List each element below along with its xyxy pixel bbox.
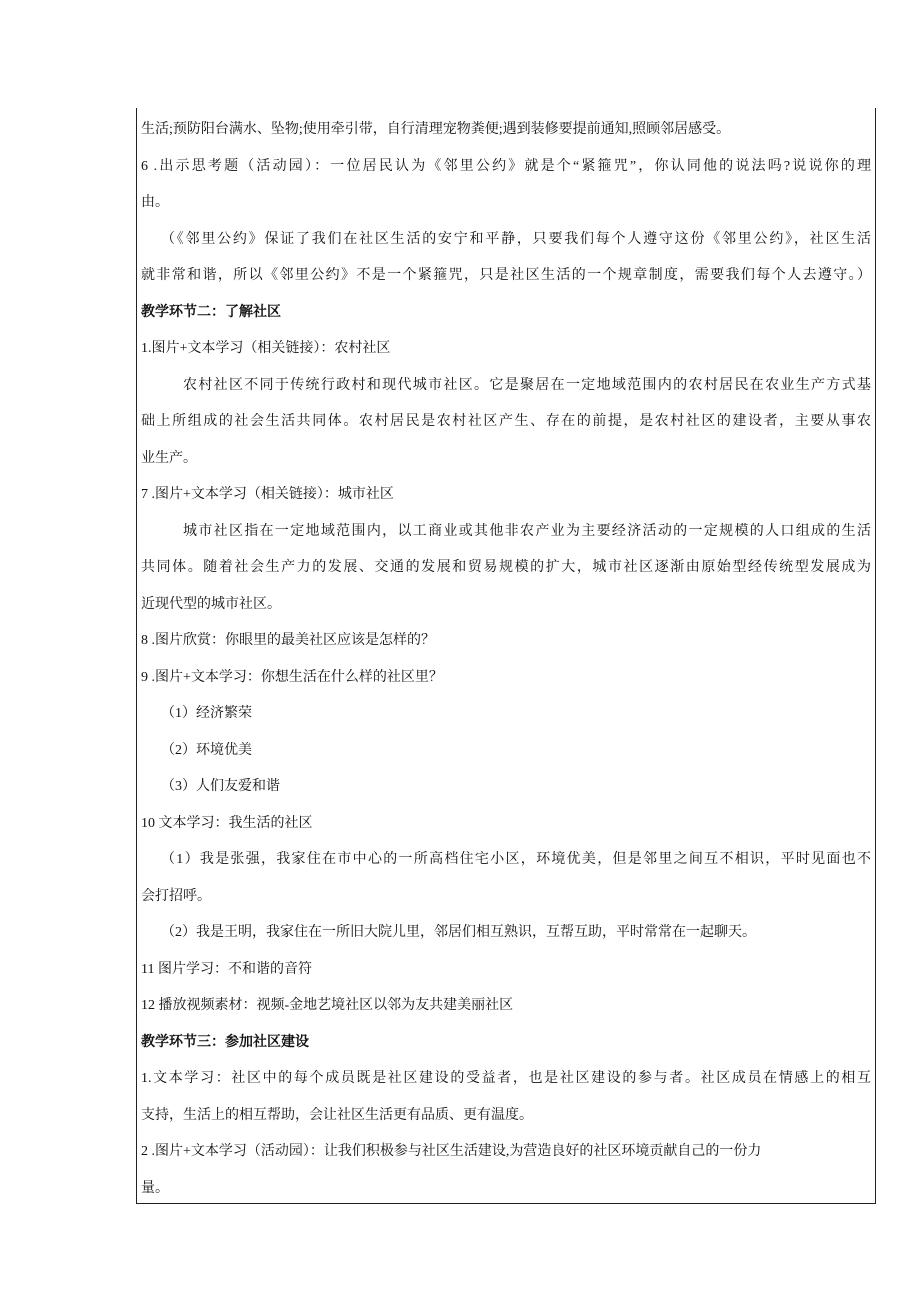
section3-item2-line: 2 .图片+文本学习（活动园）：让我们积极参与社区生活建设,为营造良好的社区环境贡献自己的一份力 [141, 1144, 762, 1159]
item6-question-line: 由。 [141, 195, 169, 210]
item12-text: 12 播放视频素材：视频-金地艺境社区以邻为友共建美丽社区 [141, 998, 514, 1013]
item10-voice2: （2）我是王明，我家住在一所旧大院儿里，邻居们相互熟识，互帮互助，平时常常在一起聊天。 [161, 925, 756, 940]
urban-community-title: 7 .图片+文本学习（相关链接）：城市社区 [141, 487, 394, 502]
section3-item1-line: 1.文本学习：社区中的每个成员既是社区建设的受益者，也是社区建设的参与者。社区成员在情感上的相互 [141, 1071, 871, 1086]
intro-tail-text: 生活;预防阳台满水、坠物;使用牵引带，自行清理宠物粪便;遇到装修要提前通知,照顾邻居感受。 [141, 122, 731, 137]
item10-voice1-line: 会打招呼。 [141, 888, 211, 904]
item10-title: 10 文本学习：我生活的社区 [141, 815, 313, 831]
section3-item2-line: 量。 [141, 1180, 169, 1196]
item8-text: 8 .图片欣赏：你眼里的最美社区应该是怎样的？ [141, 633, 435, 648]
item9-title: 9 .图片+文本学习：你想生活在什么样的社区里？ [141, 669, 443, 685]
item9-option: （1）经济繁荣 [161, 706, 252, 721]
urban-community-body-line: 城市社区指在一定地域范围内，以工商业或其他非农产业为主要经济活动的一定规模的人口组成的生活 [183, 523, 871, 539]
urban-community-body-line: 共同体。随着社会生产力的发展、交通的发展和贸易规模的扩大，城市社区逐渐由原始型经传统型发展成为 [141, 560, 871, 575]
rural-community-body-line: 业生产。 [141, 450, 197, 466]
item9-option: （3）人们友爱和谐 [161, 779, 280, 794]
section2-heading: 教学环节二：了解社区 [141, 304, 281, 320]
urban-community-body-line: 近现代型的城市社区。 [141, 596, 281, 612]
section3-item1-line: 支持，生活上的相互帮助，会让社区生活更有品质、更有温度。 [141, 1107, 533, 1123]
item9-option: （2）环境优美 [161, 742, 252, 758]
rural-community-title: 1.图片+文本学习（相关链接）：农村社区 [141, 341, 391, 356]
rural-community-body-line: 础上所组成的社会生活共同体。农村居民是农村社区产生、存在的前提，是农村社区的建设者，主要从事农 [141, 414, 871, 429]
item10-voice1-line: （1）我是张强，我家住在市中心的一所高档住宅小区，环境优美，但是邻里之间互不相识，平时见面也不 [161, 852, 871, 867]
item11-text: 11 图片学习：不和谐的音符 [141, 961, 312, 977]
item6-answer-line: 就非常和谐，所以《邻里公约》不是一个紧箍咒，只是社区生活的一个规章制度，需要我们每个人去遵守。） [141, 268, 871, 283]
item6-question-line: 6 .出示思考题（活动园）：一位居民认为《邻里公约》就是个“紧箍咒”，你认同他的说法吗?说说你的理 [141, 158, 871, 174]
section3-heading: 教学环节三：参加社区建设 [141, 1034, 309, 1050]
rural-community-body-line: 农村社区不同于传统行政村和现代城市社区。它是聚居在一定地域范围内的农村居民在农业生产方式基 [183, 377, 871, 393]
item6-answer-line: （《邻里公约》保证了我们在社区生活的安宁和平静，只要我们每个人遵守这份《邻里公约》，社区生活 [161, 231, 871, 247]
lesson-table-cell [136, 108, 876, 1204]
